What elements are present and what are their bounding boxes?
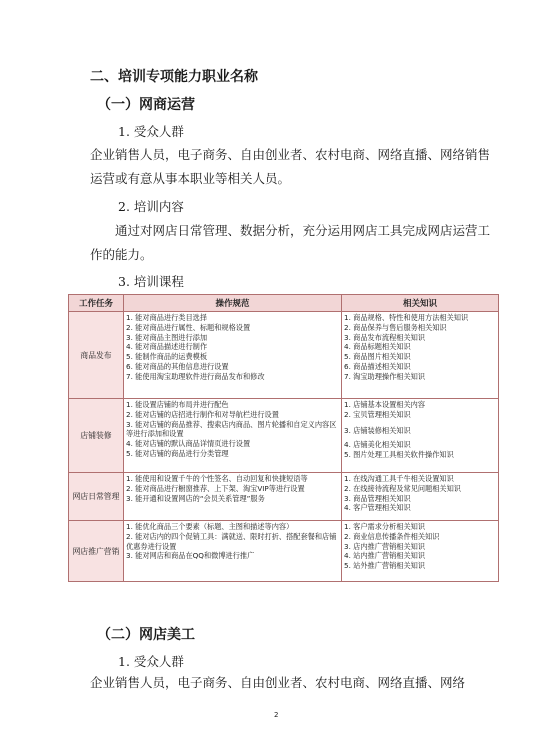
header-knowledge: 相关知识 [342, 295, 499, 312]
list-item: 6. 商品描述相关知识 [344, 361, 411, 371]
header-ops: 操作规范 [124, 295, 342, 312]
list-item: 5. 能制作商品的运费模板 [126, 352, 208, 362]
list-item: 7. 能使用淘宝助理软件进行商品发布和修改 [126, 371, 265, 381]
list-item: 1. 店铺基本设置相关内容 [344, 400, 426, 409]
list-item: 6. 能对商品的其他信息进行设置 [126, 361, 229, 371]
table-header-row [69, 295, 499, 312]
list-item: 3. 店铺装修相关知识 [344, 425, 411, 435]
list-item: 5. 能对店铺的商品进行分类管理 [126, 448, 229, 458]
list-item: 2. 能对店内的四个促销工具：满就送、限时打折、搭配套餐和店铺优惠券进行设置 [126, 531, 337, 551]
list-item: 1. 在线沟通工具千牛相关设置知识 [344, 474, 454, 483]
list-item: 3. 能对网店和商品在QQ和微博进行推广 [126, 551, 255, 561]
part2-audience-text: 企业销售人员，电子商务、自由创业者、农村电商、网络直播、网络 [90, 675, 466, 690]
ops-cell [124, 473, 342, 521]
list-item: 2. 宝贝管理相关知识 [344, 409, 411, 419]
knowledge-cell [342, 473, 499, 521]
list-item: 4. 能对商品描述进行制作 [126, 342, 208, 352]
list-item: 2. 能对店铺的店招进行制作和对导航栏进行设置 [126, 409, 279, 419]
part1-title: （一）网商运营 [97, 97, 195, 113]
list-item: 2. 能对商品进行属性、标题和规格设置 [126, 322, 251, 332]
list-item: 2. 能对商品进行橱窗推荐、上下架、淘宝VIP等进行设置 [126, 483, 305, 493]
ops-cell [124, 312, 342, 399]
list-item: 4. 客户管理相关知识 [344, 503, 411, 513]
page-number: 2 [274, 711, 279, 719]
list-item: 3. 商品管理相关知识 [344, 493, 411, 503]
task-cell: 网店推广营销 [69, 521, 124, 582]
part2-audience-heading: 1. 受众人群 [118, 654, 184, 669]
list-item: 4. 站内推广营销相关知识 [344, 551, 426, 561]
part1-course-heading: 3. 培训课程 [118, 274, 184, 289]
task-cell: 商品发布 [69, 312, 124, 399]
part1-audience-heading: 1. 受众人群 [118, 124, 184, 139]
list-item: 5. 商品图片相关知识 [344, 352, 411, 362]
list-item: 4. 能对店铺的默认商品详情页进行设置 [126, 439, 251, 449]
list-item: 2. 在线接待流程及常见问题相关知识 [344, 483, 461, 493]
list-item: 7. 淘宝助理操作相关知识 [344, 371, 426, 381]
list-item: 1. 能使用和设置千牛的个性签名、自动回复和快捷短语等 [126, 474, 308, 483]
course-table [68, 294, 499, 582]
part2-title: （二）网店美工 [97, 627, 195, 643]
knowledge-cell [342, 312, 499, 399]
part1-audience-text: 企业销售人员，电子商务、自由创业者、农村电商、网络直播、网络销售运营或有意从事本职业等相关人员。 [90, 147, 491, 186]
ops-cell [124, 521, 342, 582]
list-item: 3. 能对店铺的商品推荐、搜索店内商品、图片轮播和自定义内容区等进行添加和设置 [126, 419, 337, 439]
list-item: 5. 图片处理工具相关软件操作知识 [344, 450, 454, 460]
task-cell: 店铺装修 [69, 399, 124, 473]
list-item: 1. 能设置店铺的布局并进行配色 [126, 400, 229, 409]
list-item: 3. 店内推广营销相关知识 [344, 541, 426, 551]
list-item: 3. 能开通和设置网店的“会员关系管理”服务 [126, 493, 265, 503]
list-item: 4. 店铺美化相关知识 [344, 440, 411, 450]
table-row [69, 473, 499, 521]
list-item: 1. 能优化商品三个要素（标题、主图和描述等内容） [126, 522, 294, 531]
list-item: 5. 站外推广营销相关知识 [344, 561, 426, 571]
list-item: 3. 能对商品主图进行添加 [126, 332, 208, 342]
list-item: 2. 商业信息传播条件相关知识 [344, 531, 440, 541]
section-title: 二、培训专项能力职业名称 [90, 69, 258, 85]
task-cell: 网店日常管理 [69, 473, 124, 521]
table-row [69, 399, 499, 473]
list-item: 3. 商品发布流程相关知识 [344, 332, 426, 342]
list-item: 1. 商品规格、特性和使用方法相关知识 [344, 313, 469, 322]
table-row [69, 312, 499, 399]
list-item: 4. 商品标题相关知识 [344, 342, 411, 352]
header-task: 工作任务 [69, 295, 124, 312]
knowledge-cell [342, 521, 499, 582]
list-item: 1. 客户需求分析相关知识 [344, 522, 426, 531]
part1-content-text: 通过对网店日常管理、数据分析，充分运用网店工具完成网店运营工作的能力。 [90, 223, 491, 262]
list-item: 2. 商品保养与售后服务相关知识 [344, 322, 447, 332]
ops-cell [124, 399, 342, 473]
part1-content-heading: 2. 培训内容 [118, 199, 184, 214]
table-row [69, 521, 499, 582]
list-item: 1. 能对商品进行类目选择 [126, 313, 208, 322]
knowledge-cell [342, 399, 499, 473]
